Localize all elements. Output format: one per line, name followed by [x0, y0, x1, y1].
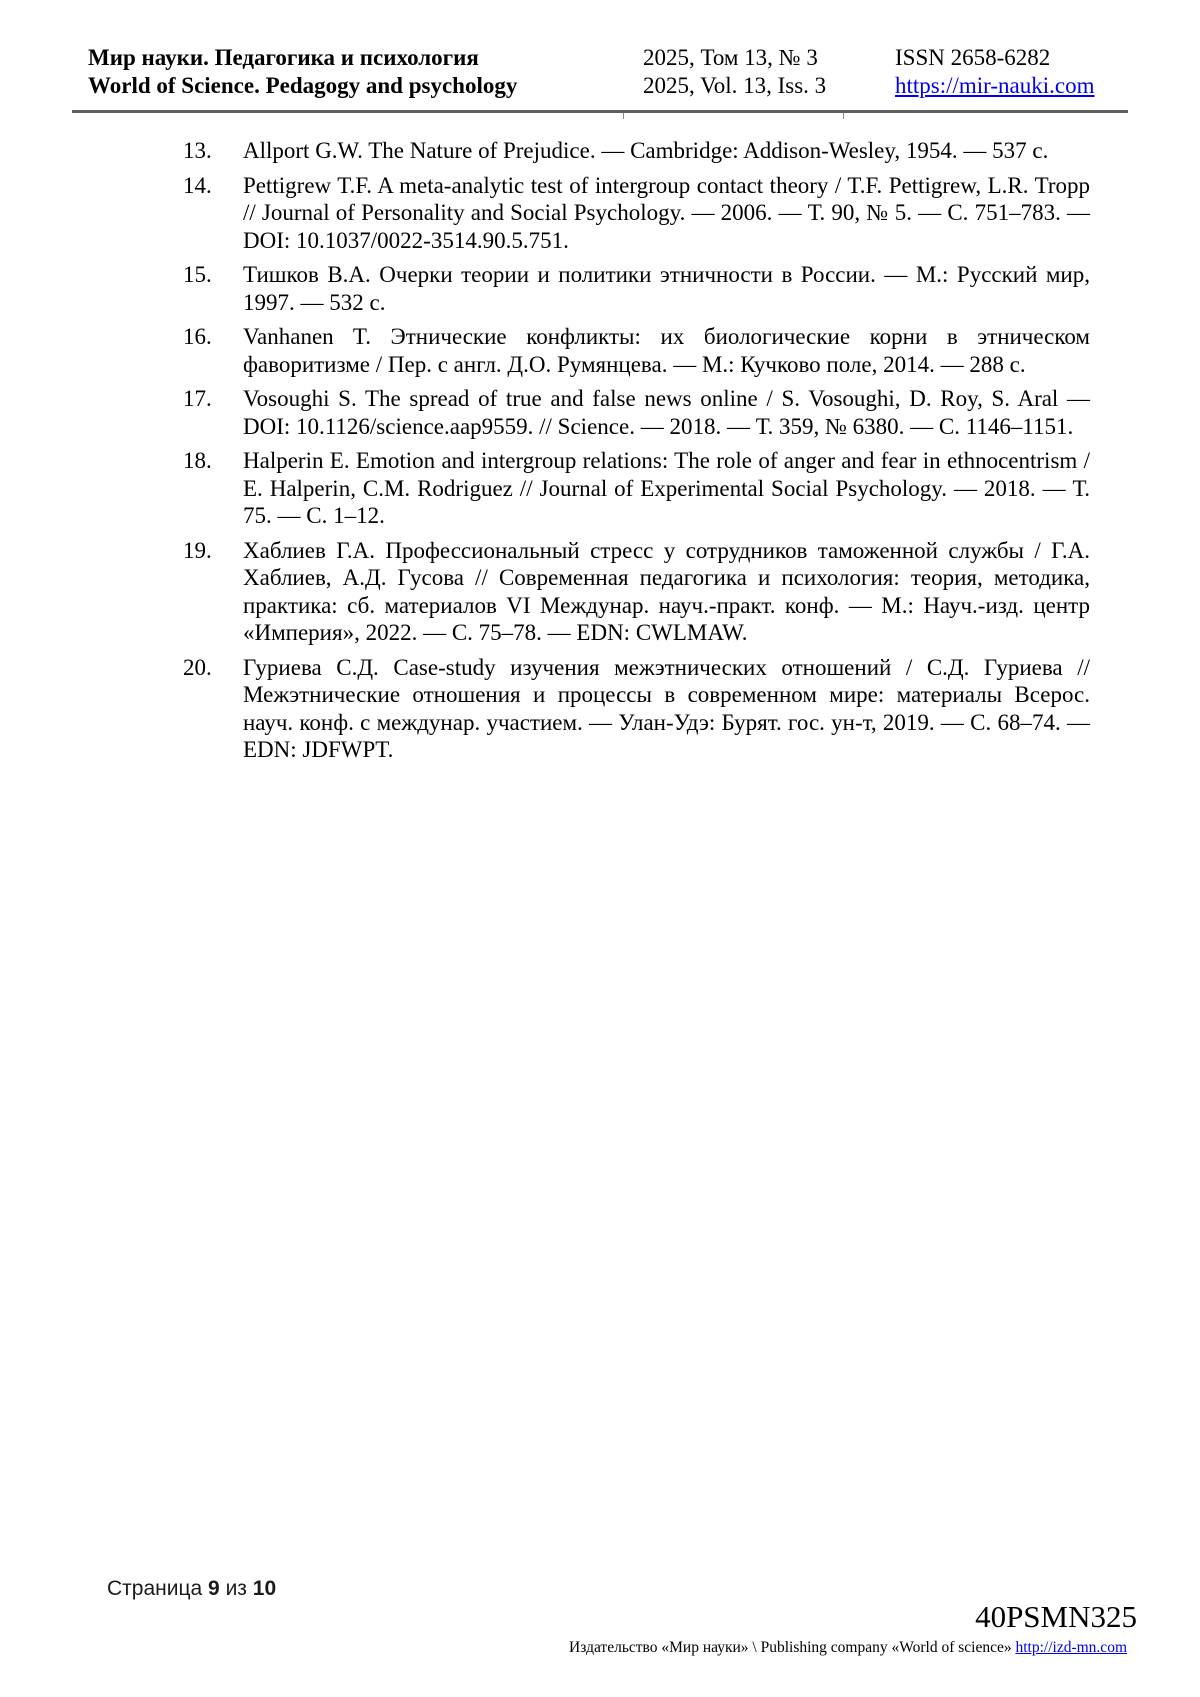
- page-counter-prefix: Страница: [107, 1577, 203, 1600]
- issue-info-block: [643, 44, 895, 100]
- reference-number: 19.: [183, 537, 212, 563]
- header-column-tick: [843, 113, 844, 119]
- page-counter: [107, 1577, 276, 1601]
- reference-number: 16.: [183, 324, 212, 349]
- article-id: 40PSMN325: [975, 1599, 1137, 1634]
- journal-title-ru: Мир науки. Педагогика и психология: [88, 45, 479, 70]
- reference-text: Pettigrew T.F. A meta-analytic test of intergroup contact theory / T.F. Pettigrew, L.R. Tropp // Journal of Personality and Social Psychology. — 2006. — Т. 90, № 5. — С. 751–783. — DOI: 10.1037/0022-3514.90.5.751.: [243, 172, 1090, 253]
- journal-site-link[interactable]: https://mir-nauki.com: [895, 73, 1095, 98]
- issn-label: ISSN 2658-6282: [895, 45, 1051, 70]
- reference-item: [183, 537, 1090, 647]
- journal-title-en: World of Science. Pedagogy and psychology: [88, 73, 518, 98]
- reference-text: Allport G.W. The Nature of Prejudice. — Cambridge: Addison-Wesley, 1954. — 537 с.: [243, 138, 1049, 163]
- references-list: [183, 137, 1090, 771]
- reference-text: Хаблиев Г.А. Профессиональный стресс у сотрудников таможенной службы / Г.А. Хаблиев, А.Д. Гусова // Современная педагогика и психология: теория, методика, практика: сб. материалов VI Междунар. науч.-практ. конф. — М.: Науч.-изд. центр «Империя», 2022. — С. 75–78. — EDN: CWLMAW.: [243, 537, 1090, 645]
- reference-text: Vosoughi S. The spread of true and false news online / S. Vosoughi, D. Roy, S. Aral — DOI: 10.1126/science.aap9559. // Science. — 2018. — Т. 359, № 6380. — С. 1146–1151.: [243, 386, 1090, 439]
- reference-text: Halperin E. Emotion and intergroup relations: The role of anger and fear in ethnocentrism / E. Halperin, C.M. Rodriguez // Journal of Experimental Social Psychology. — 2018. — Т. 75. — С. 1–12.: [243, 448, 1090, 528]
- header-column-tick: [623, 113, 624, 119]
- header-divider-rule: [72, 110, 1128, 113]
- publisher-line: [569, 1639, 1127, 1657]
- journal-title-block: [88, 44, 643, 100]
- issue-info-en: 2025, Vol. 13, Iss. 3: [643, 73, 827, 98]
- reference-item: [183, 261, 1090, 316]
- reference-number: 18.: [183, 448, 212, 473]
- page-counter-of: из: [225, 1577, 247, 1600]
- reference-number: 20.: [183, 654, 212, 680]
- publisher-text: Издательство «Мир науки» \ Publishing company «World of science»: [569, 1639, 1012, 1656]
- reference-item: [183, 654, 1090, 764]
- reference-text: Vanhanen T. Этнические конфликты: их биологические корни в этническом фаворитизме / Пер. с англ. Д.О. Румянцева. — М.: Кучково поле, 2014. — 288 с.: [243, 324, 1090, 377]
- page-counter-total: 10: [252, 1577, 277, 1600]
- reference-number: 17.: [183, 386, 212, 411]
- publisher-site-link[interactable]: http://izd-mn.com: [1015, 1639, 1127, 1656]
- page-counter-current: 9: [208, 1577, 220, 1600]
- page-header: [88, 44, 1122, 100]
- reference-item: [183, 172, 1090, 255]
- issn-block: [895, 44, 1122, 100]
- reference-number: 14.: [183, 172, 212, 198]
- reference-number: 15.: [183, 262, 212, 287]
- reference-item: [183, 385, 1090, 440]
- reference-item: [183, 323, 1090, 378]
- reference-item: [183, 137, 1090, 165]
- reference-number: 13.: [183, 138, 212, 163]
- issue-info-ru: 2025, Том 13, № 3: [643, 45, 818, 70]
- reference-text: Тишков В.А. Очерки теории и политики этничности в России. — М.: Русский мир, 1997. — 532 с.: [243, 262, 1090, 315]
- reference-text: Гуриева С.Д. Case-study изучения межэтнических отношений / С.Д. Гуриева // Межэтнические отношения и процессы в современном мире: материалы Всерос. науч. конф. с междунар. участием. — Улан-Удэ: Бурят. гос. ун-т, 2019. — С. 68–74. — EDN: JDFWPT.: [243, 654, 1090, 762]
- reference-item: [183, 447, 1090, 530]
